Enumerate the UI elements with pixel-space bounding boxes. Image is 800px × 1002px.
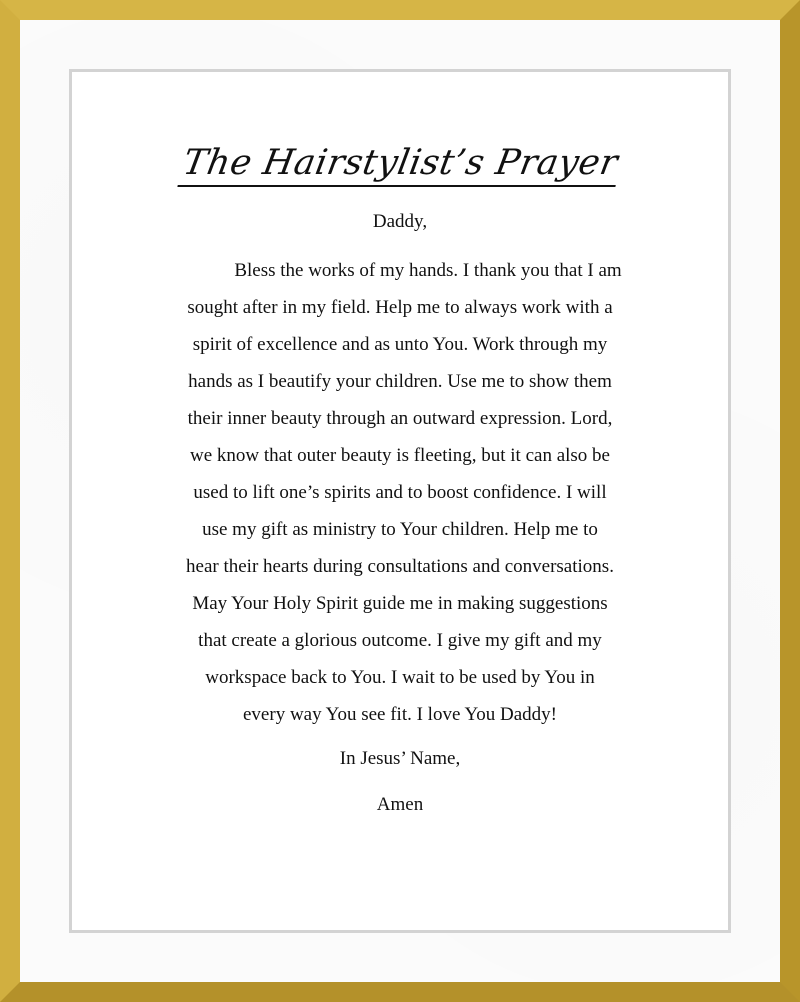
body-line: used to lift one’s spirits and to boost confidence. I will: [193, 482, 607, 503]
title-wrapper: [72, 143, 728, 187]
prayer-body: [72, 261, 728, 742]
body-line: spirit of excellence and as unto You. Work through my: [192, 334, 608, 355]
prayer-title: The Hairstylist’s Prayer: [177, 146, 622, 187]
body-line: hands as I beautify your children. Use me to show them: [188, 371, 612, 392]
body-line: Bless the works of my hands. I thank you that I am: [234, 260, 622, 281]
greeting: Daddy,: [372, 211, 428, 232]
body-line: their inner beauty through an outward expression. Lord,: [187, 408, 613, 429]
body-line: we know that outer beauty is fleeting, but it can also be: [190, 445, 610, 466]
body-line: use my gift as ministry to Your children. Help me to: [202, 519, 598, 540]
body-line: sought after in my field. Help me to always work with a: [187, 297, 613, 318]
closing-line: In Jesus’ Name,: [339, 748, 461, 769]
prayer-document: [72, 72, 728, 930]
body-line: every way You see fit. I love You Daddy!: [243, 704, 557, 725]
body-line: hear their hearts during consultations and conversations.: [186, 556, 614, 577]
inner-border: [69, 69, 731, 933]
body-line: May Your Holy Spirit guide me in making suggestions: [192, 593, 608, 614]
body-line: workspace back to You. I wait to be used by You in: [205, 667, 595, 688]
amen: Amen: [376, 794, 424, 815]
mat-board: [20, 20, 780, 982]
body-line: that create a glorious outcome. I give my gift and my: [198, 630, 602, 651]
